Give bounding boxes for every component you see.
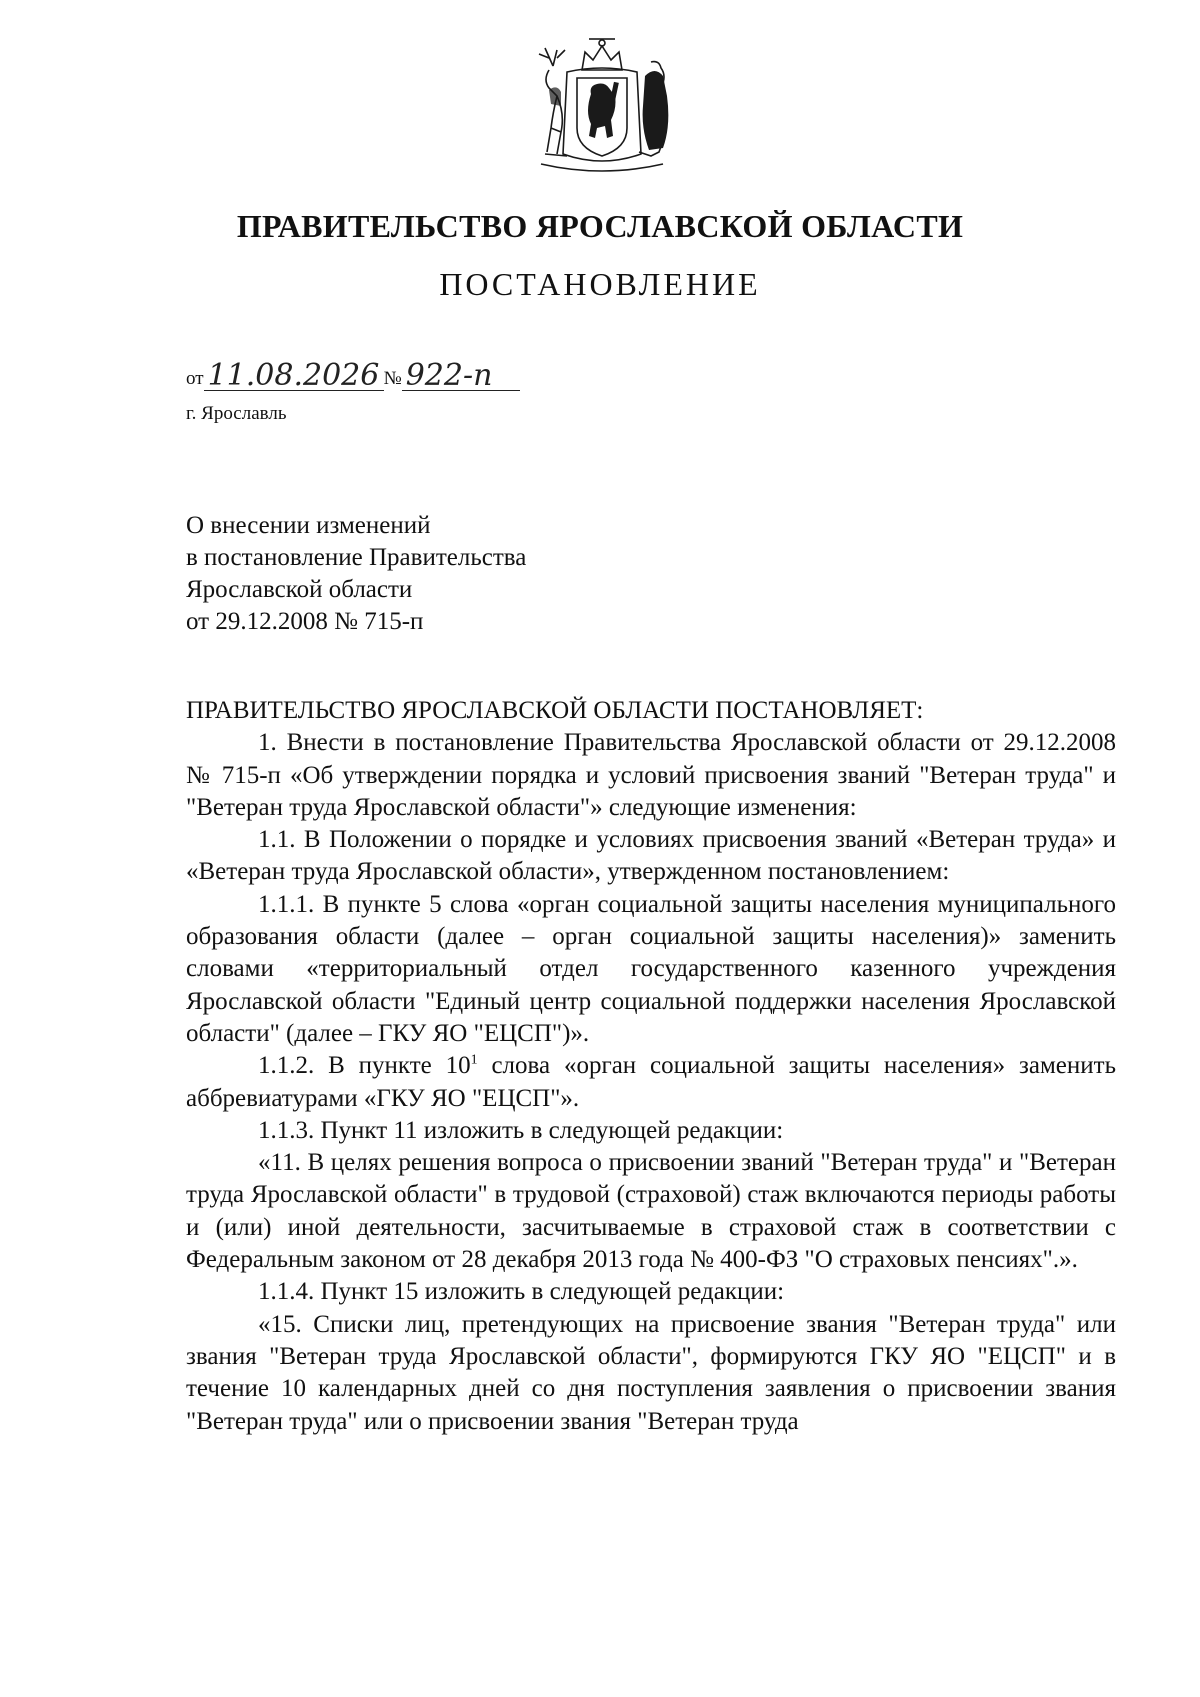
subject-line: от 29.12.2008 № 715-п bbox=[186, 608, 424, 635]
handwritten-date: 11.08.2026 bbox=[204, 362, 384, 391]
subject-line: Ярославской области bbox=[186, 576, 413, 603]
document-type: ПОСТАНОВЛЕНИЕ bbox=[439, 266, 761, 302]
paragraph-point-11: «11. В целях решения вопроса о присвоении званий "Ветеран труда" и "Ветеран труда Ярославской области" в трудовой (страховой) стаж включаются периоды работы и (или) иной деятельности, засчитываемые в страховой стаж в соответствии с Федеральным законом от 28 декабря 2013 года № 400-ФЗ "О страховых пенсиях".». bbox=[186, 1149, 1116, 1274]
preamble: ПРАВИТЕЛЬСТВО ЯРОСЛАВСКОЙ ОБЛАСТИ ПОСТАНОВЛЯЕТ: bbox=[186, 697, 924, 724]
paragraph-1-1-1: 1.1.1. В пункте 5 слова «орган социальной защиты населения муниципального образования области (далее – орган социальной защиты населения)» заменить словами «территориальный отдел государственного казенного учреждения Ярославской области "Единый центр социальной поддержки населения Ярославской области" (далее – ГКУ ЯО "ЕЦСП")». bbox=[186, 890, 1116, 1047]
government-title: ПРАВИТЕЛЬСТВО ЯРОСЛАВСКОЙ ОБЛАСТИ bbox=[236, 208, 964, 244]
subject-line: О внесении изменений bbox=[186, 512, 431, 539]
paragraph-1-1-4: 1.1.4. Пункт 15 изложить в следующей редакции: bbox=[258, 1278, 785, 1306]
subject-line: в постановление Правительства bbox=[186, 544, 527, 571]
paragraph-1-1-2-end: слова «орган социальной защиты населения» заменить аббревиатурами «ГКУ ЯО "ЕЦСП"». bbox=[186, 1052, 1116, 1112]
date-number-line bbox=[186, 358, 520, 393]
paragraph-1: 1. Внести в постановление Правительства Ярославской области от 29.12.2008 № 715-п «Об утверждении порядка и условий присвоения званий "Ветеран труда" и "Ветеран труда Ярославской области"» следующие изменения: bbox=[186, 729, 1116, 821]
paragraph-1-1-3: 1.1.3. Пункт 11 изложить в следующей редакции: bbox=[258, 1116, 784, 1144]
document-subject bbox=[186, 510, 526, 638]
number-prefix: № bbox=[383, 368, 402, 389]
paragraph-1-1-2 bbox=[186, 1050, 1116, 1115]
paragraph-point-15: «15. Списки лиц, претендующих на присвоение звания "Ветеран труда" или звания "Ветеран труда Ярославской области", формируются ГКУ ЯО "ЕЦСП" и в течение 10 календарных дней со дня поступления заявления о присвоении звания "Ветеран труда" или о присвоении звания "Ветеран труда bbox=[186, 1310, 1116, 1435]
paragraph-1-1: 1.1. В Положении о порядке и условиях присвоения званий «Ветеран труда» и «Ветеран труда Ярославской области», утвержденном постановлением: bbox=[186, 826, 1116, 886]
document-body bbox=[186, 695, 1116, 1438]
handwritten-number: 922-п bbox=[402, 362, 520, 391]
superscript: 1 bbox=[470, 1052, 478, 1068]
city: г. Ярославль bbox=[186, 403, 287, 424]
date-prefix: от bbox=[186, 368, 204, 389]
paragraph-1-1-2-start: 1.1.2. В пункте 10 bbox=[258, 1052, 471, 1080]
coat-of-arms-icon bbox=[527, 36, 677, 182]
